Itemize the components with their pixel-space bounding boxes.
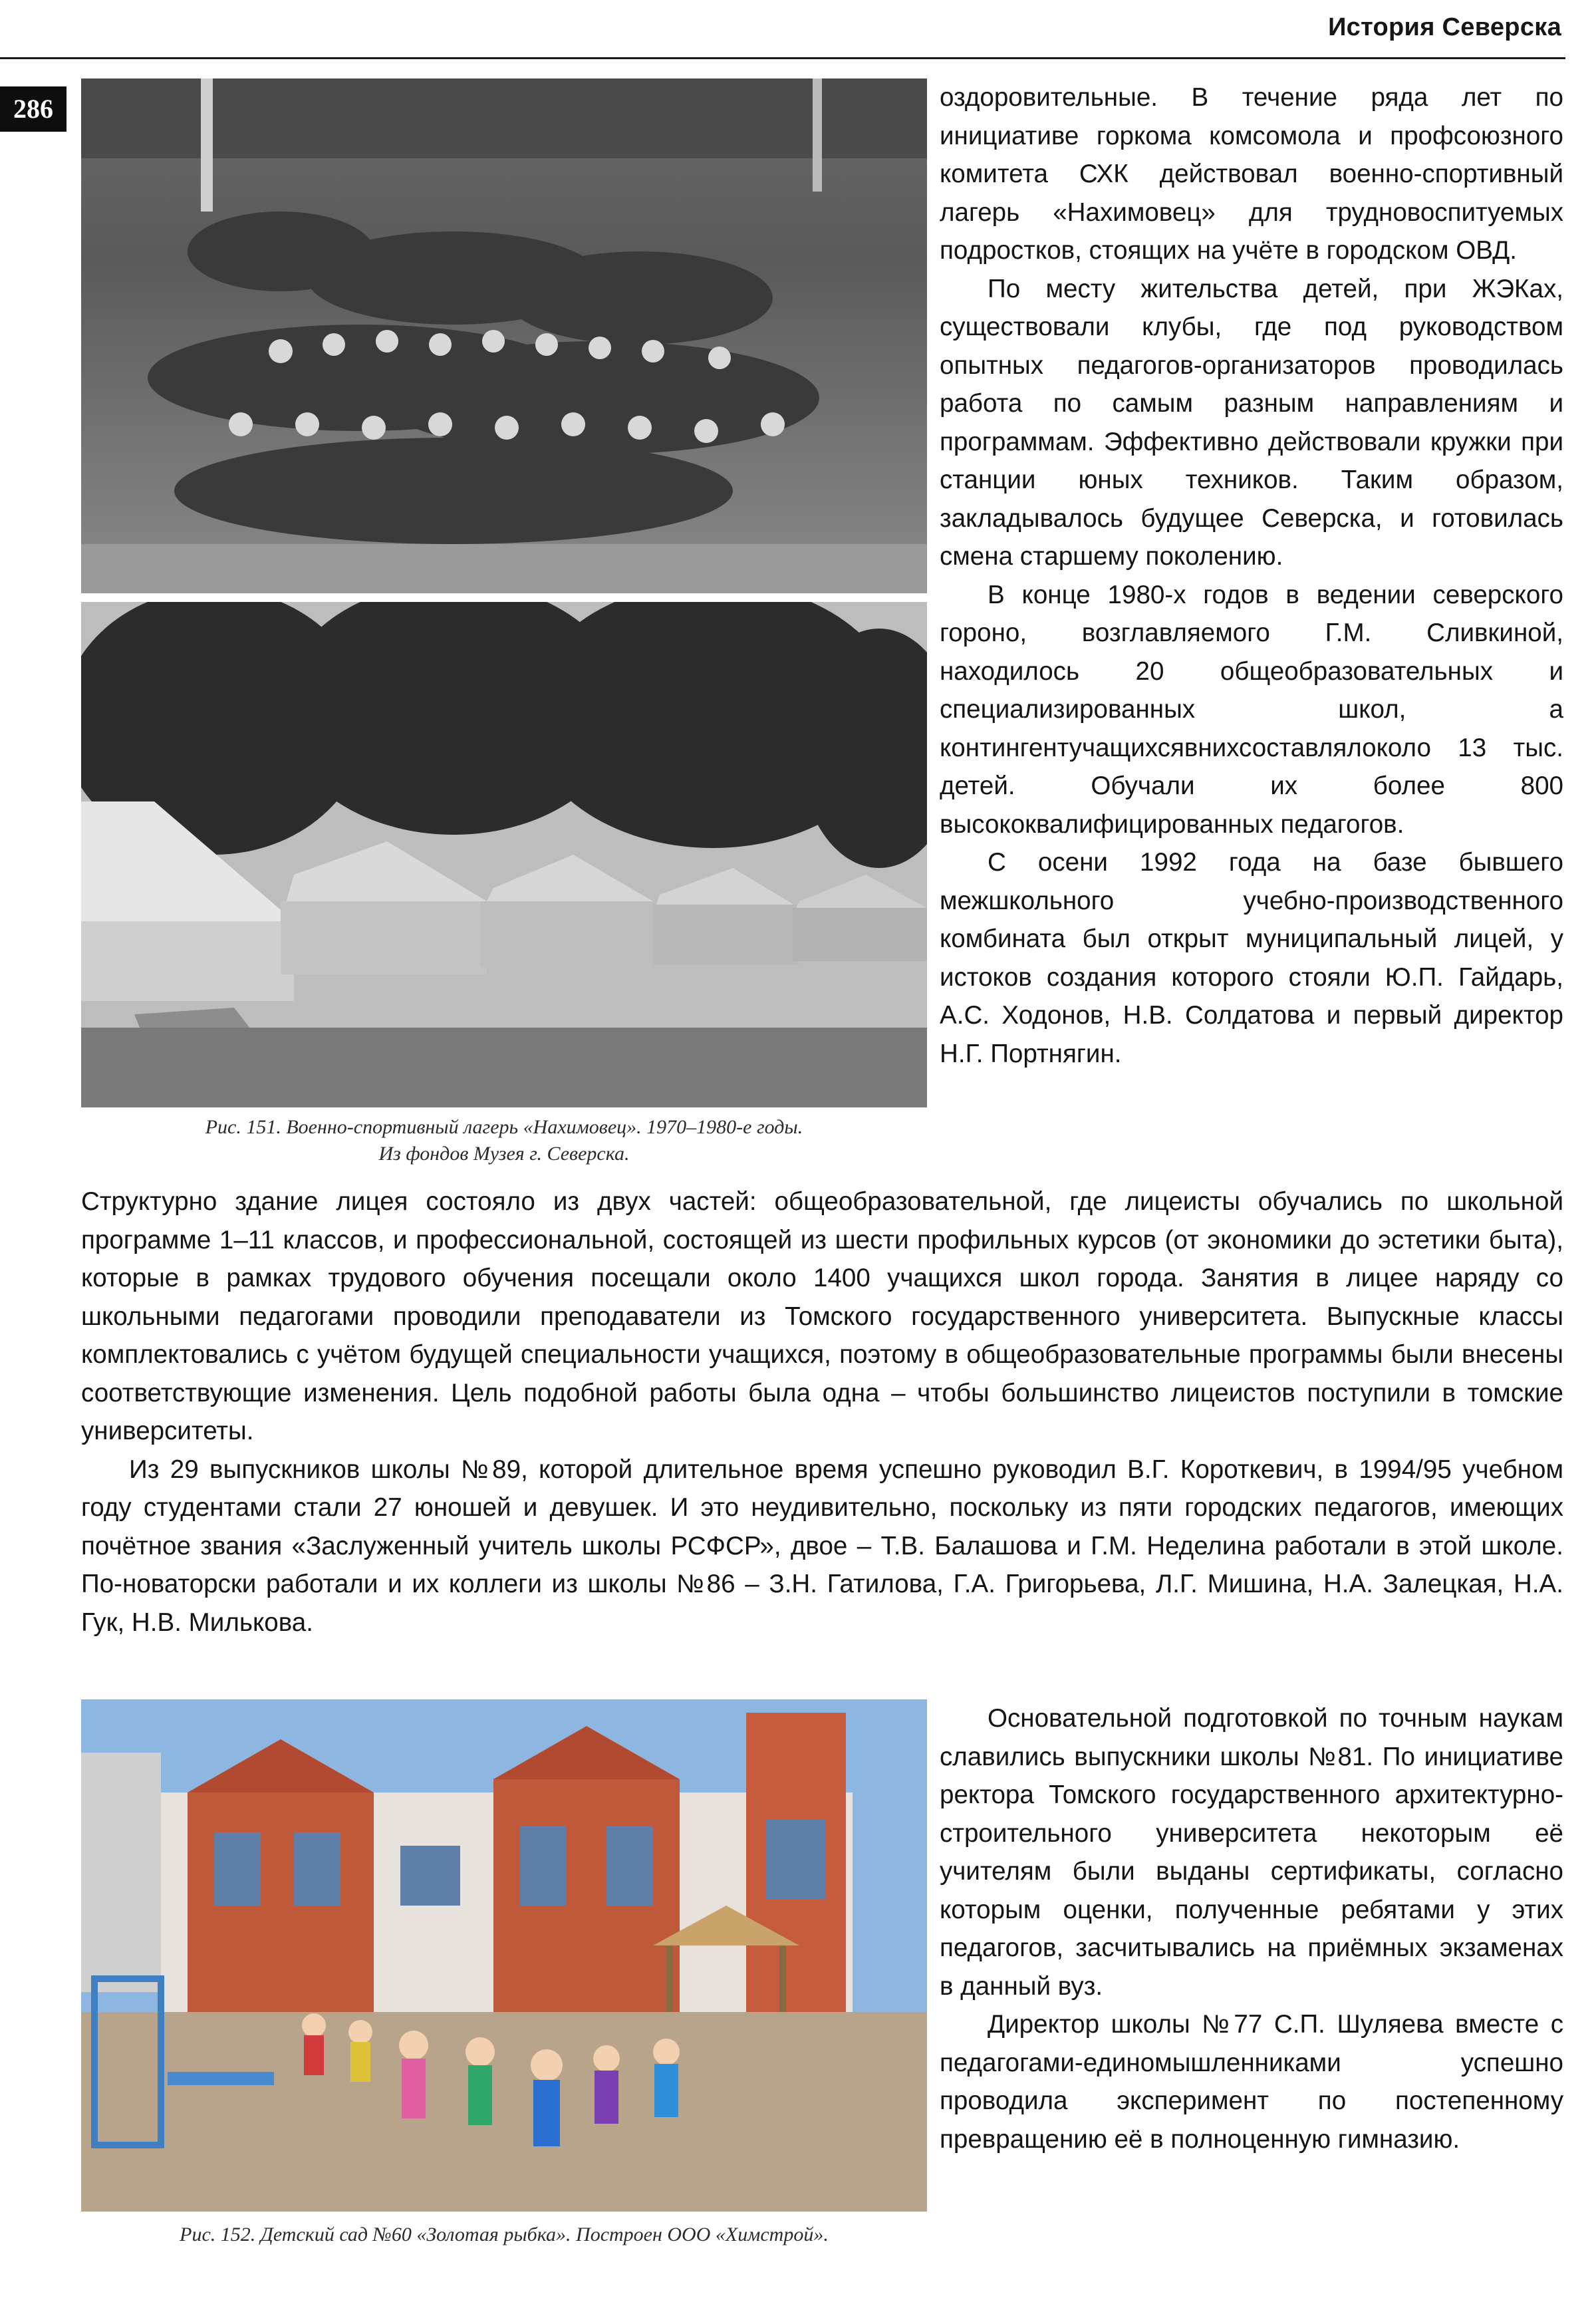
- paragraph: В конце 1980-х годов в ведении северского гороно, возглавляемого Г.М. Сливкиной, находилось 20 общеобразовательных и специализированных школ, а контингентучащихсявнихсоставлялоколо 13 тыс. детей. Обучали их более 800 высококвалифицированных педагогов.: [940, 580, 1563, 839]
- page-number: 286: [0, 86, 66, 132]
- full-width-text: [81, 1183, 1563, 1642]
- figure-152-caption: Рис. 152. Детский сад №60 «Золотая рыбка». Построен ООО «Химстрой».: [180, 2224, 829, 2245]
- paragraph: Основательной подготовкой по точным наукам славились выпускники школы №81. По инициативе ректора Томского государственного архитектурно-строительного университета некоторым её учителям были выданы сертификаты, согласно которым оценки, полученные ребятами у этих педагогов, засчитывались на приёмных экзаменах в данный вуз.: [940, 1704, 1563, 2001]
- figure-151-caption: [81, 1114, 927, 1167]
- paragraph: Из 29 выпускников школы №89, которой длительное время успешно руководил В.Г. Короткевич, в 1994/95 учебном году студентами стали 27 юношей и девушек. И это неудивительно, поскольку из пяти городских педагогов, имеющих почётное звания «Заслуженный учитель школы РСФСР», двое – Т.В. Балашова и Г.М. Неделина работали в этой школе. По-новаторски работали и их коллеги из школы №86 – З.Н. Гатилова, Г.А. Григорьева, Л.Г. Мишина, Н.А. Залецкая, Н.А. Гук, Н.В. Милькова.: [81, 1455, 1563, 1637]
- paragraph: С осени 1992 года на базе бывшего межшкольного учебно-производственного комбината был открыт муниципальный лицей, у истоков создания которого стояли Ю.П. Гайдарь, А.С. Ходонов, Н.В. Солдатова и первый директор Н.Г. Портнягин.: [940, 848, 1563, 1068]
- photo-kindergarten: [81, 1699, 927, 2212]
- paragraph: Директор школы №77 С.П. Шуляева вместе с педагогами-единомышленниками успешно проводила эксперимент по постепенному превращению её в полноценную гимназию.: [940, 2010, 1563, 2154]
- figure-151-caption-line2: Из фондов Музея г. Северска.: [378, 1143, 630, 1165]
- paragraph: оздоровительные. В течение ряда лет по инициативе горкома комсомола и профсоюзного комитета СХК действовал военно-спортивный лагерь «Нахимовец» для трудновоспитуемых подростков, стоящих на учёте в городском ОВД.: [940, 83, 1563, 265]
- header-rule: [0, 57, 1565, 59]
- running-header-title: История Северска: [1328, 13, 1561, 41]
- photo-camp-group: [81, 78, 927, 593]
- paragraph: По месту жительства детей, при ЖЭКах, существовали клубы, где под руководством опытных педагогов-организаторов проводилась работа по самым разным направлениям и программам. Эффективно действовали кружки при станции юных техников. Таким образом, закладывалось будущее Северска, и готовилась смена старшему поколению.: [940, 274, 1563, 571]
- right-column-text-1: [940, 78, 1563, 1073]
- right-column-text-2: [940, 1699, 1563, 2158]
- paragraph: Структурно здание лицея состояло из двух частей: общеобразовательной, где лицеисты обучались по школьной программе 1–11 классов, и профессиональной, состоящей из шести профильных курсов (от экономики до эстетики быта), которые в рамках трудового обучения посещали около 1400 учащихся школ города. Занятия в лицее наряду со школьными педагогами проводили преподаватели из Томского государственного университета. Выпускные классы комплектовались с учётом будущей специальности учащихся, поэтому в общеобразовательные программы были внесены соответствующие изменения. Цель подобной работы была одна – чтобы большинство лицеистов поступили в томские университеты.: [81, 1187, 1563, 1445]
- figure-151-caption-line1: Рис. 151. Военно-спортивный лагерь «Нахимовец». 1970–1980-е годы.: [205, 1116, 803, 1138]
- photo-camp-tents: [81, 602, 927, 1107]
